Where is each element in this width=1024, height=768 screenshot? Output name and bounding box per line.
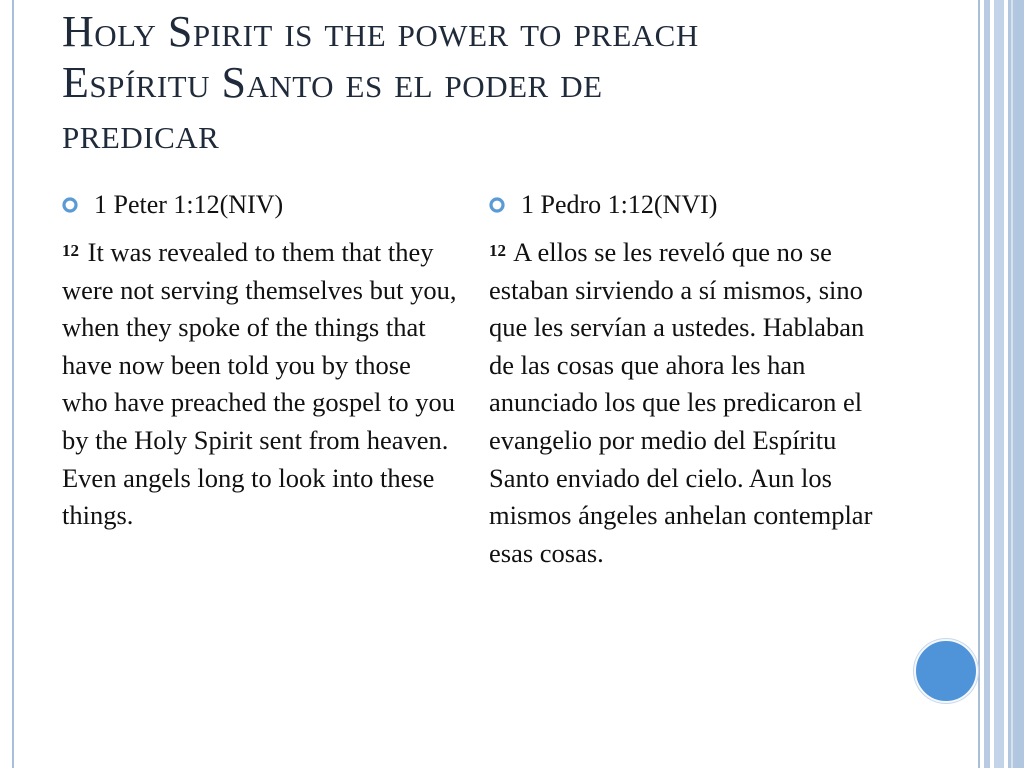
spanish-verse-text: A ellos se les reveló que no se estaban sirviendo a sí mismos, sino que les servían a ustedes. Hablaban de las cosas que ahora les han anunciado los que les predicaron el evangelio por medio del Espíritu Santo enviado del cielo. Aun los mismos ángeles anhelan contemplar esas cosas. — [489, 237, 873, 568]
english-column — [62, 188, 462, 535]
english-reference — [62, 188, 462, 222]
circle-decoration — [914, 639, 978, 703]
english-reference-label: 1 Peter 1:12(NIV) — [94, 190, 284, 219]
right-stripe — [984, 0, 990, 768]
english-verse-text: It was revealed to them that they were not serving themselves but you, when they spoke of the things that have now been told you by those who have preached the gospel to you by the Holy Spirit sent from heaven. Even angels long to look into these things. — [62, 237, 457, 531]
right-stripe — [994, 0, 1004, 768]
verse-number: 12 — [489, 241, 506, 260]
title-line-spanish: Espíritu Santo es el poder de — [62, 58, 603, 107]
spanish-verse — [489, 234, 889, 572]
right-stripe — [1011, 0, 1013, 768]
spanish-reference — [489, 188, 889, 222]
english-verse — [62, 234, 462, 535]
spanish-reference-label: 1 Pedro 1:12(NVI) — [521, 190, 718, 219]
spanish-column — [489, 188, 889, 572]
title-line-english: Holy Spirit is the power to preach — [62, 7, 699, 56]
right-stripe — [978, 0, 980, 768]
ring-bullet-icon — [62, 197, 78, 213]
verse-number: 12 — [62, 241, 79, 260]
slide-title — [62, 6, 942, 159]
left-frame-line — [12, 0, 14, 768]
ring-bullet-icon — [489, 197, 505, 213]
title-line-spanish-continued: predicar — [62, 109, 220, 158]
